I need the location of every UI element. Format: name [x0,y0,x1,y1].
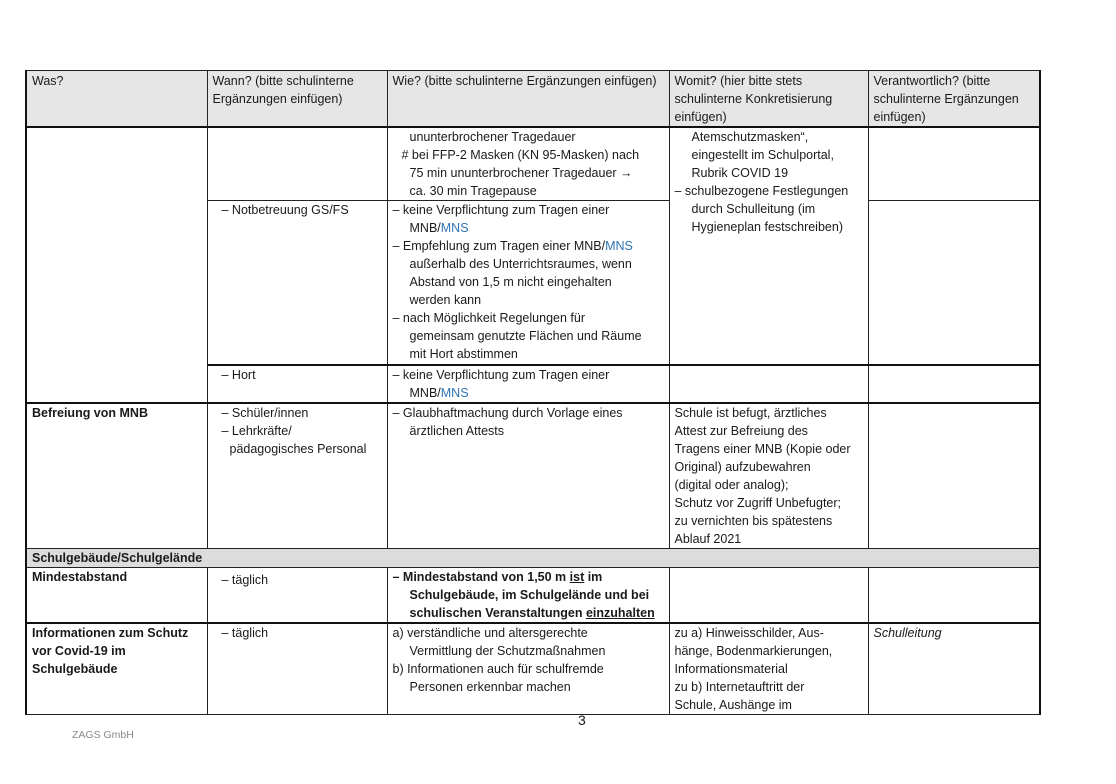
text-line: zu a) Hinweisschilder, Aus- [674,625,824,640]
text-line: ca. 30 min Tragepause [409,184,537,198]
text-line: Abstand von 1,5 m nicht eingehalten [409,275,612,289]
measures-table [25,70,1041,715]
verantwortlich-cell [868,365,1040,403]
womit-cell [669,403,868,549]
text-line: ununterbrochener Tragedauer [409,130,576,144]
text-line: werden kann [409,293,482,307]
text-line: außerhalb des Unterrichtsraumes, wenn [409,257,632,271]
text-line: hänge, Bodenmarkierungen, [674,643,833,658]
verantwortlich-cell [868,403,1040,549]
wann-cell [207,567,387,623]
text-line: mit Hort abstimmen [409,347,518,361]
text-line: 75 min ununterbrochener Tragedauer → [409,166,633,180]
text-line: – nach Möglichkeit Regelungen für [392,311,585,325]
womit-cell [669,623,868,715]
text-line: vor Covid-19 im [32,643,126,658]
wann-cell [207,365,387,403]
text-line: pädagogisches Personal [229,441,367,456]
header-verantwortlich: Verantwortlich? (bitte schulinterne Ergänzungen einfügen) [868,71,1040,128]
text-line: – Mindestabstand von 1,50 m ist im [392,569,603,584]
text-line: Original) aufzubewahren [674,459,811,474]
text-line: Attest zur Befreiung des [674,423,808,438]
womit-cell [669,127,868,365]
mns-text: MNS [605,239,633,253]
header-womit: Womit? (hier bitte stets schulinterne Konkretisierung einfügen) [669,71,868,128]
verantwortlich-cell [868,567,1040,623]
text-line: Hygieneplan festschreiben) [691,220,843,234]
section-row [26,548,1040,567]
text-line: Schulgebäude, im Schulgelände und bei [409,587,650,602]
wann-cell [207,127,387,201]
text-line: – keine Verpflichtung zum Tragen einer [392,367,610,382]
text-line: (digital oder analog); [674,477,789,492]
wie-cell [387,403,669,549]
text-line: ärztlichen Attests [409,423,504,438]
text-line: Informationen zum Schutz [32,625,189,640]
text-line: – Glaubhaftmachung durch Vorlage eines [392,405,623,420]
table-row [26,567,1040,623]
page-number: 3 [578,712,586,728]
text-line: MNB/MNS [409,385,469,400]
text-line: – Hort [221,367,256,382]
text-line: Vermittlung der Schutzmaßnahmen [409,643,606,658]
wie-cell [387,567,669,623]
wie-cell [387,127,669,201]
wie-cell [387,365,669,403]
text-line: – Notbetreuung GS/FS [221,203,349,217]
footer-company: ZAGS GmbH [72,729,134,741]
text-line: Rubrik COVID 19 [691,166,789,180]
text-line: b) Informationen auch für schulfremde [392,661,604,676]
text-line: – Lehrkräfte/ [221,423,292,438]
mns-text: MNS [440,221,469,235]
text-line: a) verständliche und altersgerechte [392,625,588,640]
table-row [26,403,1040,549]
text-line: Informationsmaterial [674,661,788,676]
section-title: Schulgebäude/Schulgelände [26,548,1040,567]
table-row [26,623,1040,715]
text-line: Ablauf 2021 [674,531,742,546]
text-line: eingestellt im Schulportal, [691,148,834,162]
was-cell: Befreiung von MNB [26,403,207,549]
text-line: Schutz vor Zugriff Unbefugter; [674,495,842,510]
text-line: – täglich [221,572,269,587]
text-line: Tragens einer MNB (Kopie oder [674,441,851,456]
womit-cell [669,365,868,403]
verantwortlich-cell: Schulleitung [868,623,1040,715]
header-wie: Wie? (bitte schulinterne Ergänzungen einfügen) [387,71,669,128]
text-line: MNB/MNS [409,221,469,235]
verantwortlich-cell [868,201,1040,365]
text-line: schulischen Veranstaltungen einzuhalten [409,605,655,620]
text-line: durch Schulleitung (im [691,202,816,216]
text-line: – Schüler/innen [221,405,309,420]
header-was: Was? [26,71,207,128]
verantwortlich-cell [868,127,1040,201]
womit-cell [669,567,868,623]
wann-cell [207,623,387,715]
text-line: zu vernichten bis spätestens [674,513,833,528]
text-line: – Empfehlung zum Tragen einer MNB/MNS [392,239,633,253]
wann-cell [207,403,387,549]
header-wann: Wann? (bitte schulinterne Ergänzungen einfügen) [207,71,387,128]
table-header [26,71,1040,128]
was-cell: Mindestabstand [26,567,207,623]
wie-cell [387,623,669,715]
table-row [26,127,1040,201]
text-line: Schule ist befugt, ärztliches [674,405,827,420]
text-line: # bei FFP-2 Masken (KN 95-Masken) nach [401,148,640,162]
text-line: gemeinsam genutzte Flächen und Räume [409,329,642,343]
text-line: Schule, Aushänge im [674,697,792,712]
text-line: Schulgebäude [32,661,118,676]
text-line: – keine Verpflichtung zum Tragen einer [392,203,610,217]
text-line: – täglich [221,625,269,640]
text-line: – schulbezogene Festlegungen [674,184,849,198]
text-line: Personen erkennbar machen [409,679,571,694]
mns-text: MNS [440,385,469,400]
text-line: zu b) Internetauftritt der [674,679,805,694]
text-line: Atemschutzmasken“, [691,130,809,144]
wie-cell [387,201,669,365]
was-cell-empty [26,127,207,403]
was-cell [26,623,207,715]
wann-cell [207,201,387,365]
